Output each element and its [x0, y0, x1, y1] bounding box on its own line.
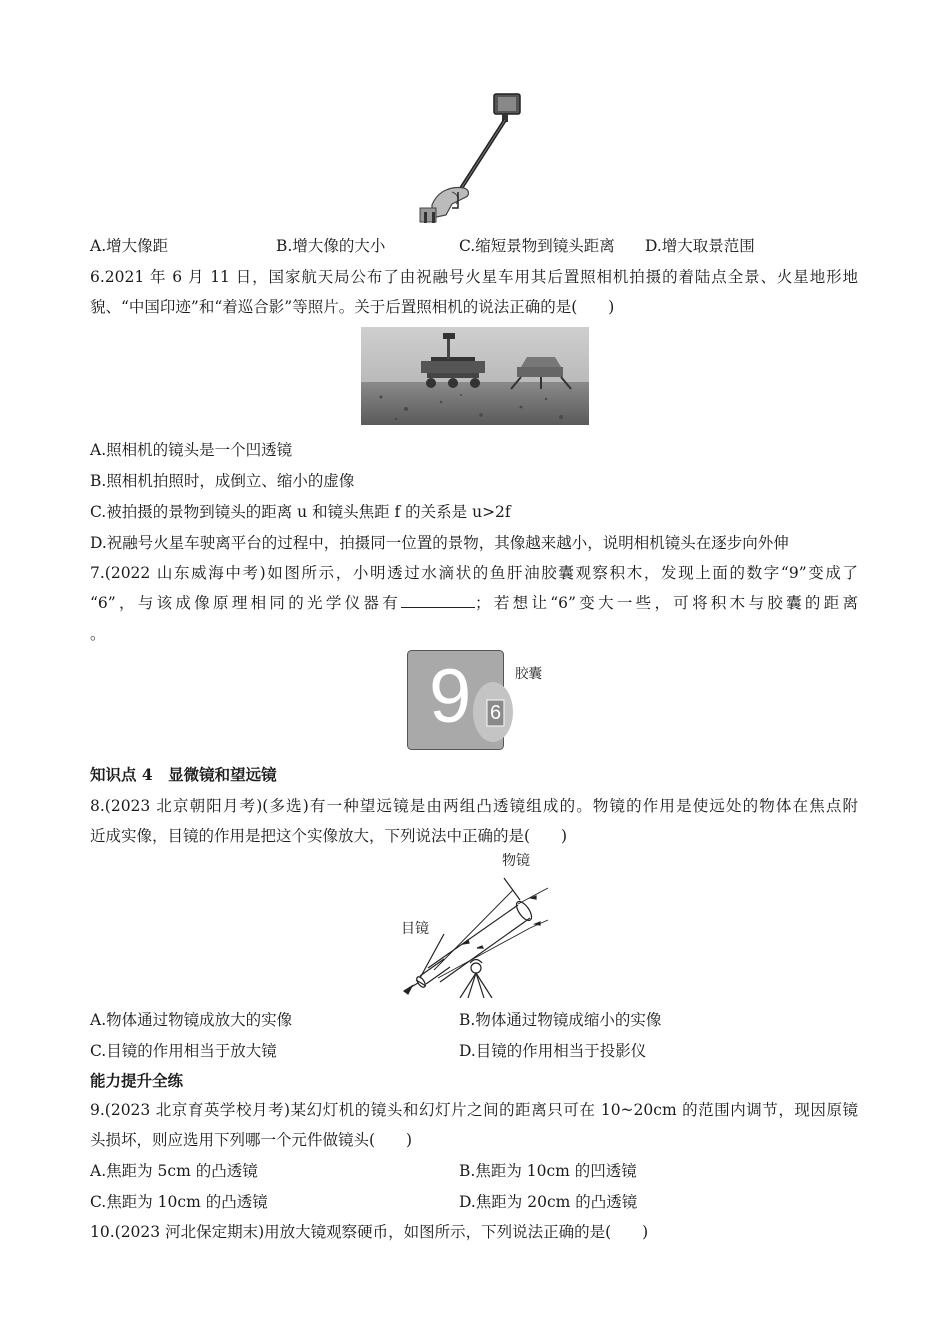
- section-title-microscope-telescope: 知识点 4 显微镜和望远镜: [90, 765, 277, 784]
- q7-stem-line1: 7.(2022 山东威海中考)如图所示，小明透过水滴状的鱼肝油胶囊观察积木，发现上面的数字“9”变成了: [90, 564, 858, 582]
- mars-rover-photo: [361, 327, 589, 425]
- q9-option-b: B.焦距为 10cm 的凹透镜: [459, 1162, 637, 1180]
- q6-option-c: C.被拍摄的景物到镜头的距离 u 和镜头焦距 f 的关系是 u>2f: [90, 503, 511, 521]
- eyepiece-lens-label: 目镜: [401, 921, 429, 937]
- q6-stem-line1: 6.2021 年 6 月 11 日，国家航天局公布了由祝融号火星车用其后置照相机拍摄的着陆点全景、火星地形地: [90, 268, 858, 286]
- q7-stem-line3: 。: [90, 625, 106, 643]
- q10-stem-line1: 10.(2023 河北保定期末)用放大镜观察硬币，如图所示，下列说法正确的是( ): [90, 1223, 649, 1241]
- answer-blank[interactable]: [401, 593, 475, 608]
- telescope-figure: [398, 850, 558, 998]
- section-title-ability: 能力提升全练: [90, 1071, 184, 1090]
- q8-stem-line1: 8.(2023 北京朝阳月考)(多选)有一种望远镜是由两组凸透镜组成的。物镜的作用是使远处的物体在焦点附: [90, 797, 858, 815]
- q9-stem-line1: 9.(2023 北京育英学校月考)某幻灯机的镜头和幻灯片之间的距离只可在 10~20cm 的范围内调节，现因原镜: [90, 1101, 858, 1119]
- selfie-stick-figure: [412, 90, 540, 225]
- capsule-digit-6: 6: [490, 702, 502, 724]
- q6-stem-line2: 貌、“中国印迹”和“着巡合影”等照片。关于后置照相机的说法正确的是( ): [90, 298, 615, 316]
- q6-option-a: A.照相机的镜头是一个凹透镜: [90, 441, 293, 459]
- q8-option-b: B.物体通过物镜成缩小的实像: [459, 1011, 662, 1029]
- q7-stem-line2: [90, 593, 858, 613]
- q9-option-c: C.焦距为 10cm 的凸透镜: [90, 1193, 268, 1211]
- q8-stem-line2: 近成实像，目镜的作用是把这个实像放大，下列说法中正确的是( ): [90, 827, 568, 845]
- q8-option-d: D.目镜的作用相当于投影仪: [459, 1042, 647, 1060]
- q5-option-b: B.增大像的大小: [276, 237, 386, 255]
- q9-stem-line2: 头损坏，则应选用下列哪一个元件做镜头( ): [90, 1131, 413, 1149]
- q5-option-d: D.增大取景范围: [645, 237, 755, 255]
- block-digit-9: 9: [429, 654, 472, 739]
- q6-option-b: B.照相机拍照时，成倒立、缩小的虚像: [90, 472, 355, 490]
- q9-option-d: D.焦距为 20cm 的凸透镜: [459, 1193, 638, 1211]
- q8-option-a: A.物体通过物镜成放大的实像: [90, 1011, 293, 1029]
- q6-option-d: D.祝融号火星车驶离平台的过程中，拍摄同一位置的景物，其像越来越小，说明相机镜头在逐步向外伸: [90, 534, 789, 552]
- q7-stem-line2-part2: ；若想让“6”变大一些，可将积木与胶囊的距离: [475, 594, 858, 612]
- q5-option-a: A.增大像距: [90, 237, 169, 255]
- q8-option-c: C.目镜的作用相当于放大镜: [90, 1042, 277, 1060]
- capsule-label: 胶囊: [515, 666, 542, 682]
- q7-stem-line2-part1: “6”，与该成像原理相同的光学仪器有: [90, 594, 402, 612]
- q9-option-a: A.焦距为 5cm 的凸透镜: [90, 1162, 258, 1180]
- q5-option-c: C.缩短景物到镜头距离: [459, 237, 615, 255]
- objective-lens-label: 物镜: [502, 853, 530, 869]
- toy-block-figure: [407, 650, 557, 752]
